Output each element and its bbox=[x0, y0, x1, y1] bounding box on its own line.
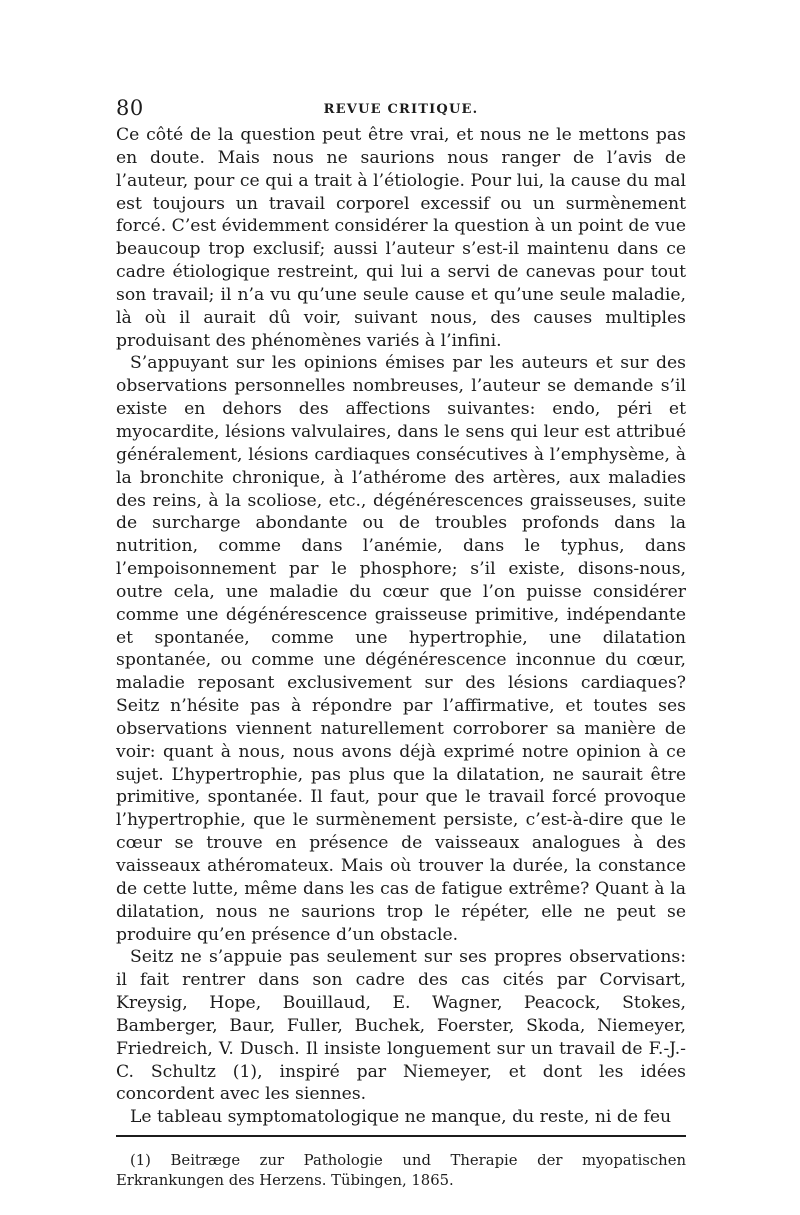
page-number: 80 bbox=[116, 96, 144, 120]
page bbox=[116, 96, 686, 1191]
body-text bbox=[116, 124, 686, 1129]
paragraph-1: Ce côté de la question peut être vrai, et nous ne le mettons pas en doute. Mais nous ne saurions nous ranger de l’avis de l’auteur, pour ce qui a trait à l’étiologie. Pour lui, la cause du mal est toujours un travail corporel excessif ou un surmènement forcé. C’est évidemment considérer la question à un point de vue beaucoup trop exclusif; aussi l’auteur s’est-il maintenu dans ce cadre étiologique restreint, qui lui a servi de canevas pour tout son travail; il n’a vu qu’une seule cause et qu’une seule maladie, là où il aurait dû voir, suivant nous, des causes multiples produisant des phénomènes variés à l’infini. bbox=[116, 125, 686, 351]
paragraph-4: Le tableau symptomatologique ne manque, du reste, ni de feu bbox=[130, 1107, 672, 1128]
footnote-divider bbox=[116, 1135, 686, 1137]
footnote-text: (1) Beitræge zur Pathologie und Therapie der myopatischen Erkrankungen des Herzens. Tübingen, 1865. bbox=[116, 1152, 686, 1190]
paragraph-3: Seitz ne s’appuie pas seulement sur ses propres observations: il fait rentrer dans son cadre des cas cités par Corvisart, Kreysig, Hope, Bouillaud, E. Wagner, Peacock, Stokes, Bamberger, Baur, Fuller, Buchek, Foerster, Skoda, Niemeyer, Friedreich, V. Dusch. Il insiste longuement sur un travail de F.-J.-C. Schultz (1), inspiré par Niemeyer, et dont les idées concordent avec les siennes. bbox=[116, 947, 686, 1105]
running-head bbox=[116, 96, 686, 122]
journal-title: REVUE CRITIQUE. bbox=[323, 102, 479, 117]
paragraph-2: S’appuyant sur les opinions émises par les auteurs et sur des observations personnelles nombreuses, l’auteur se demande s’il existe en dehors des affections suivantes: endo, péri et myocardite, lésions valvulaires, dans le sens qui leur est attribué généralement, lésions cardiaques consécutives à l’emphysème, à la bronchite chronique, à l’athérome des artères, aux maladies des reins, à la scoliose, etc., dégénérescences graisseuses, suite de surcharge abondante ou de troubles profonds dans la nutrition, comme dans l’anémie, dans le typhus, dans l’empoisonnement par le phosphore; s’il existe, disons-nous, outre cela, une maladie du cœur que l’on puisse considérer comme une dégénérescence graisseuse primitive, indépendante et spontanée, comme une hypertrophie, une dilatation spontanée, ou comme une dégénérescence inconnue du cœur, maladie reposant exclusivement sur des lésions cardiaques? Seitz n’hésite pas à répondre par l’affirmative, et toutes ses observations viennent naturellement corroborer sa manière de voir: quant à nous, nous avons déjà exprimé notre opinion à ce sujet. L’hypertrophie, pas plus que la dilatation, ne saurait être primitive, spontanée. Il faut, pour que le travail forcé provoque l’hypertrophie, que le surmènement persiste, c’est-à-dire que le cœur se trouve en présence de vaisseaux analogues à des vaisseaux athéromateux. Mais où trouver la durée, la constance de cette lutte, même dans les cas de fatigue extrême? Quant à la dilatation, nous ne saurions trop le répéter, elle ne peut se produire qu’en présence d’un obstacle. bbox=[116, 353, 686, 945]
footnote bbox=[116, 1151, 686, 1191]
